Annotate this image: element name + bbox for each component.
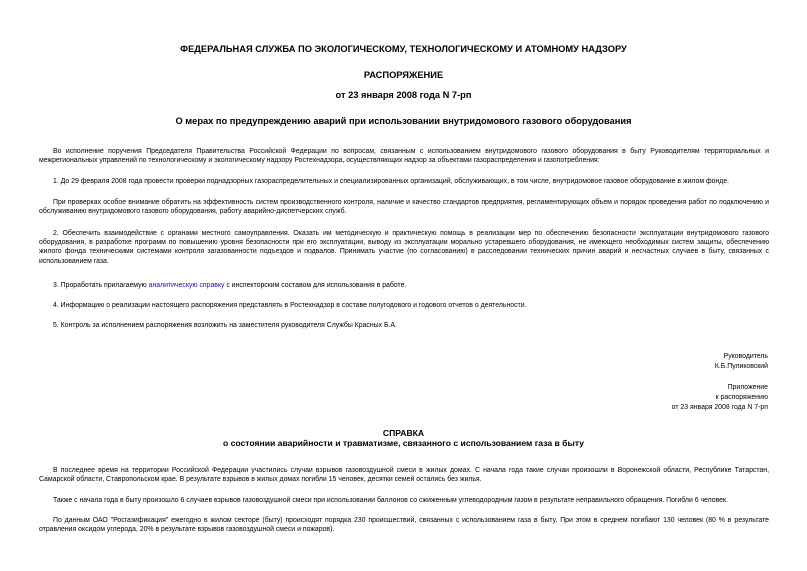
- item-1: 1. До 29 февраля 2008 года провести проверки поднадзорных газораспределительных и специализированных организаций, обслуживающих, в том числе, внутридомовое газовое оборудование в жилом фонде.: [53, 178, 730, 185]
- appendix-label: Приложение: [727, 384, 768, 391]
- appendix-paragraph-1: В последнее время на территории Российской Федерации участились случаи взрывов газовоздушной смеси в жилых домах. С начала года такие случаи произошли в Воронежской области, Республике Татарстан, Самарской области, Ставропольском крае. В результате взрывов в жилых домах погибли 15 человек, десятки семей остались без жилья.: [39, 467, 769, 484]
- appendix-paragraph-2: Также с начала года в быту произошло 6 случаев взрывов газовоздушной смеси при использовании баллонов со сжиженным углеводородным газом в результате неправильного обращения. Погибли 6 человек.: [53, 497, 728, 504]
- agency-name: ФЕДЕРАЛЬНАЯ СЛУЖБА ПО ЭКОЛОГИЧЕСКОМУ, ТЕХНОЛОГИЧЕСКОМУ И АТОМНОМУ НАДЗОРУ: [180, 44, 627, 54]
- document-type: РАСПОРЯЖЕНИЕ: [363, 70, 444, 80]
- intro-paragraph: Во исполнение поручения Председателя Правительства Российской Федерации по вопросам, связанным с использованием внутридомового газового оборудования в быту Руководителям территориальных и межрегиональных управлений по технологическому и экологическому надзору Ростехнадзора, осуществляющих надзор за объектами газораспределения и газопотребления:: [39, 148, 769, 165]
- signature-role: Руководитель: [723, 353, 768, 360]
- item-5: 5. Контроль за исполнением распоряжения возложить на заместителя руководителя Службы Красных Б.А.: [53, 322, 397, 329]
- document-date: от 23 января 2008 года N 7-рп: [335, 90, 472, 100]
- appendix-subtitle: о состоянии аварийности и травматизме, связанного с использованием газа в быту: [222, 438, 585, 448]
- item-4: 4. Информацию о реализации настоящего распоряжения представлять в Ростехнадзор в составе полугодового и годового отчетов о деятельности.: [53, 302, 527, 309]
- appendix-title: СПРАВКА: [382, 428, 425, 438]
- item-3: [39, 281, 769, 290]
- item-2: 2. Обеспечить взаимодействие с органами местного самоуправления. Оказать им методическую и практическую помощь в реализации мер по обеспечению безопасности эксплуатации внутридомового газового оборудования, в разработке программ по повышению уровня безопасности при его эксплуатации, выводу из эксплуатации морально устаревшего оборудования, не имеющего необходимых систем защиты, обеспечению жилого фонда техническими системами контроля загазованности подъездов и подвалов. Принимать участие (по согласованию) в расследовании технических причин аварий и несчастных случаев в быту, связанных с использованием газа.: [39, 230, 769, 265]
- item-3-suffix: с инспекторским составом для использования в работе.: [224, 282, 407, 289]
- item-1-details: При проверках особое внимание обратить на эффективность систем производственного контроля, наличие и качество стандартов предприятия, регламентирующих объем и порядок проведения работ по подключению и обслуживанию внутридомового газового оборудования, работу аварийно-диспетчерских служб.: [39, 199, 769, 216]
- appendix-paragraph-3: По данным ОАО "Росгазификация" ежегодно в жилом секторе (быту) происходят порядка 230 происшествий, связанных с использованием газа в быту. При этом в среднем погибают 130 человек (80 % в результате отравления оксидом углерода, 20% в результате взрывов газовоздушной смеси и пожаров).: [39, 517, 769, 534]
- item-3-prefix: 3. Проработать прилагаемую: [53, 282, 149, 289]
- appendix-to: к распоряжению: [715, 394, 768, 401]
- appendix-date: от 23 января 2008 года N 7-рп: [671, 404, 768, 411]
- signature-name: К.Б.Пуликовский: [714, 363, 768, 370]
- analytical-report-link[interactable]: аналитическую справку: [148, 282, 225, 289]
- document-title: О мерах по предупреждению аварий при использовании внутридомового газового оборудования: [175, 116, 632, 126]
